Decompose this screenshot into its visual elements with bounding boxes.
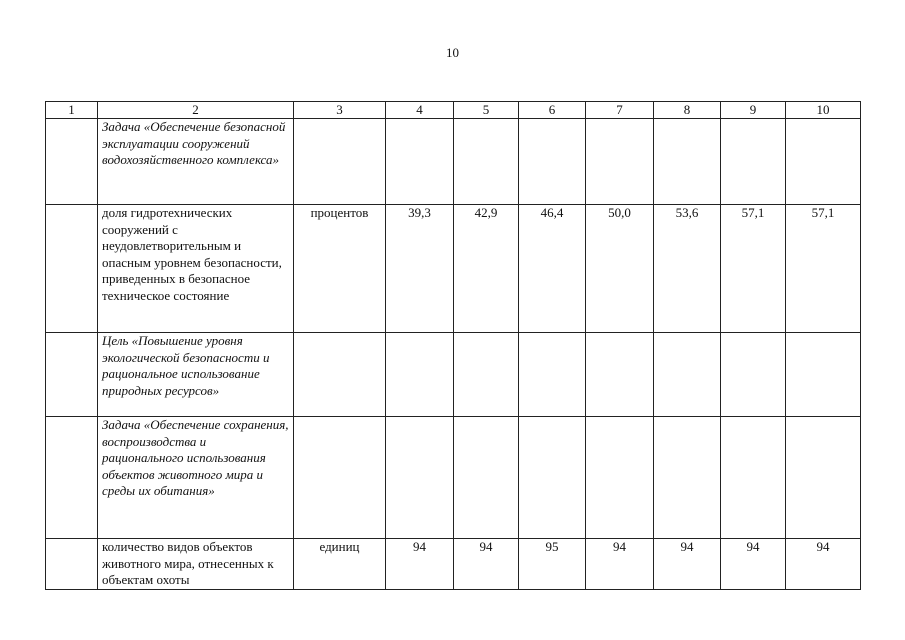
unit-cell [294,417,386,539]
value-cell [721,333,786,417]
column-header-1: 1 [46,102,98,119]
value-cell [586,333,654,417]
value-cell [654,119,721,205]
table-row [46,417,861,539]
value-cell: 94 [721,539,786,590]
column-header-8: 8 [654,102,721,119]
column-header-3: 3 [294,102,386,119]
table-row [46,539,861,590]
value-cell [786,119,861,205]
value-cell [654,417,721,539]
unit-cell [294,333,386,417]
column-header-7: 7 [586,102,654,119]
row-number-cell [46,119,98,205]
value-cell [454,417,519,539]
unit-cell [294,119,386,205]
value-cell: 95 [519,539,586,590]
indicator-name-cell: количество видов объектов животного мира, отнесенных к объектам охоты [98,539,294,590]
indicator-name-cell: Задача «Обеспечение сохранения, воспроизводства и рационального использования объектов животного мира и среды их обитания» [98,417,294,539]
value-cell [454,333,519,417]
value-cell [721,417,786,539]
value-cell [654,333,721,417]
column-header-4: 4 [386,102,454,119]
value-cell [786,417,861,539]
indicators-table [45,101,861,590]
value-cell: 94 [386,539,454,590]
value-cell [786,333,861,417]
column-header-2: 2 [98,102,294,119]
column-header-9: 9 [721,102,786,119]
value-cell [386,119,454,205]
value-cell [386,333,454,417]
indicator-name-cell: Задача «Обеспечение безопасной эксплуатации сооружений водохозяйственного комплекса» [98,119,294,205]
value-cell [386,417,454,539]
value-cell: 94 [586,539,654,590]
value-cell: 94 [454,539,519,590]
value-cell: 94 [654,539,721,590]
column-header-10: 10 [786,102,861,119]
value-cell [519,417,586,539]
value-cell: 57,1 [721,205,786,333]
value-cell: 50,0 [586,205,654,333]
value-cell: 39,3 [386,205,454,333]
value-cell [519,119,586,205]
value-cell: 46,4 [519,205,586,333]
value-cell: 94 [786,539,861,590]
unit-cell: единиц [294,539,386,590]
value-cell: 57,1 [786,205,861,333]
table-row [46,333,861,417]
value-cell [586,119,654,205]
page-number: 10 [446,45,459,60]
indicator-name-cell: доля гидротехнических сооружений с неудовлетворительным и опасным уровнем безопасности, приведенных в безопасное техническое состояние [98,205,294,333]
column-header-6: 6 [519,102,586,119]
value-cell [454,119,519,205]
value-cell: 42,9 [454,205,519,333]
value-cell [586,417,654,539]
table-header [46,102,861,119]
value-cell [519,333,586,417]
row-number-cell [46,539,98,590]
column-header-5: 5 [454,102,519,119]
row-number-cell [46,417,98,539]
table-body [46,119,861,590]
unit-cell: процентов [294,205,386,333]
row-number-cell [46,333,98,417]
value-cell: 53,6 [654,205,721,333]
table-row [46,205,861,333]
table-row [46,119,861,205]
value-cell [721,119,786,205]
row-number-cell [46,205,98,333]
indicator-name-cell: Цель «Повышение уровня экологической безопасности и рациональное использование природных ресурсов» [98,333,294,417]
